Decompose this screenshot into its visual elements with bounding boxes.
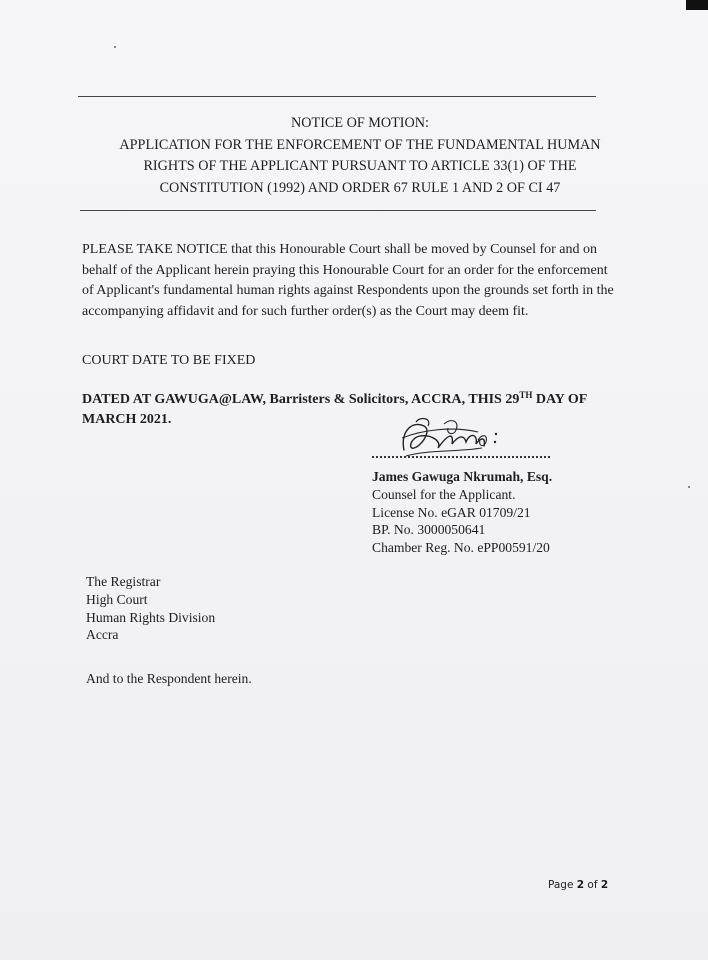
- title-bottom-rule: [80, 210, 596, 211]
- title-line: RIGHTS OF THE APPLICANT PURSUANT TO ARTICLE 33(1) OF THE: [143, 158, 577, 174]
- signature-image: [392, 412, 502, 462]
- scan-speck: [114, 46, 116, 48]
- scan-speck: [688, 486, 690, 488]
- signature-dotted-line: [372, 456, 550, 458]
- counsel-role: Counsel for the Applicant.: [372, 486, 516, 502]
- counsel-license: License No. eGAR 01709/21: [372, 504, 531, 520]
- page-number: [548, 879, 608, 891]
- document-title: [60, 113, 660, 199]
- counsel-chamber: Chamber Reg. No. ePP00591/20: [372, 540, 550, 556]
- court-date: COURT DATE TO BE FIXED: [82, 353, 256, 368]
- counsel-bp: BP. No. 3000050641: [372, 522, 486, 538]
- notice-paragraph: [82, 240, 622, 322]
- dated-superscript: TH: [519, 390, 533, 400]
- dated-line: [82, 385, 612, 430]
- scan-corner-mark: [686, 0, 708, 10]
- title-line: CONSTITUTION (1992) AND ORDER 67 RULE 1 AND 2 OF CI 47: [159, 179, 561, 196]
- addressee-block: [86, 573, 215, 644]
- dated-suffix: DAY OF MARCH 2021.: [82, 392, 587, 427]
- title-line: NOTICE OF MOTION:: [291, 115, 429, 131]
- counsel-name: James Gawuga Nkrumah, Esq.: [372, 469, 553, 484]
- respondent-line: And to the Respondent herein.: [86, 671, 252, 686]
- addressee-line: Accra: [86, 627, 119, 643]
- page-total: 2: [600, 879, 609, 891]
- page-word: Page: [548, 879, 574, 891]
- notice-text: PLEASE TAKE NOTICE that this Honourable Court shall be moved by Counsel for and on behalf of the Applicant herein praying this Honourable Court for an order for the enforcement of Applicant's fundamental human rights against Respondents upon the grounds set forth in the accompanying affidavit and for such further order(s) as the Court may deem fit.: [82, 242, 614, 319]
- addressee-line: High Court: [86, 591, 148, 607]
- counsel-block: [372, 468, 552, 557]
- page-of: of: [587, 879, 598, 891]
- top-rule: [78, 96, 596, 97]
- dated-prefix: DATED AT GAWUGA@LAW, Barristers & Solicitors, ACCRA, THIS 29: [82, 392, 520, 407]
- page-current: 2: [576, 879, 585, 891]
- addressee-line: The Registrar: [86, 574, 161, 589]
- addressee-line: Human Rights Division: [86, 609, 216, 625]
- title-line: APPLICATION FOR THE ENFORCEMENT OF THE FUNDAMENTAL HUMAN: [119, 136, 601, 153]
